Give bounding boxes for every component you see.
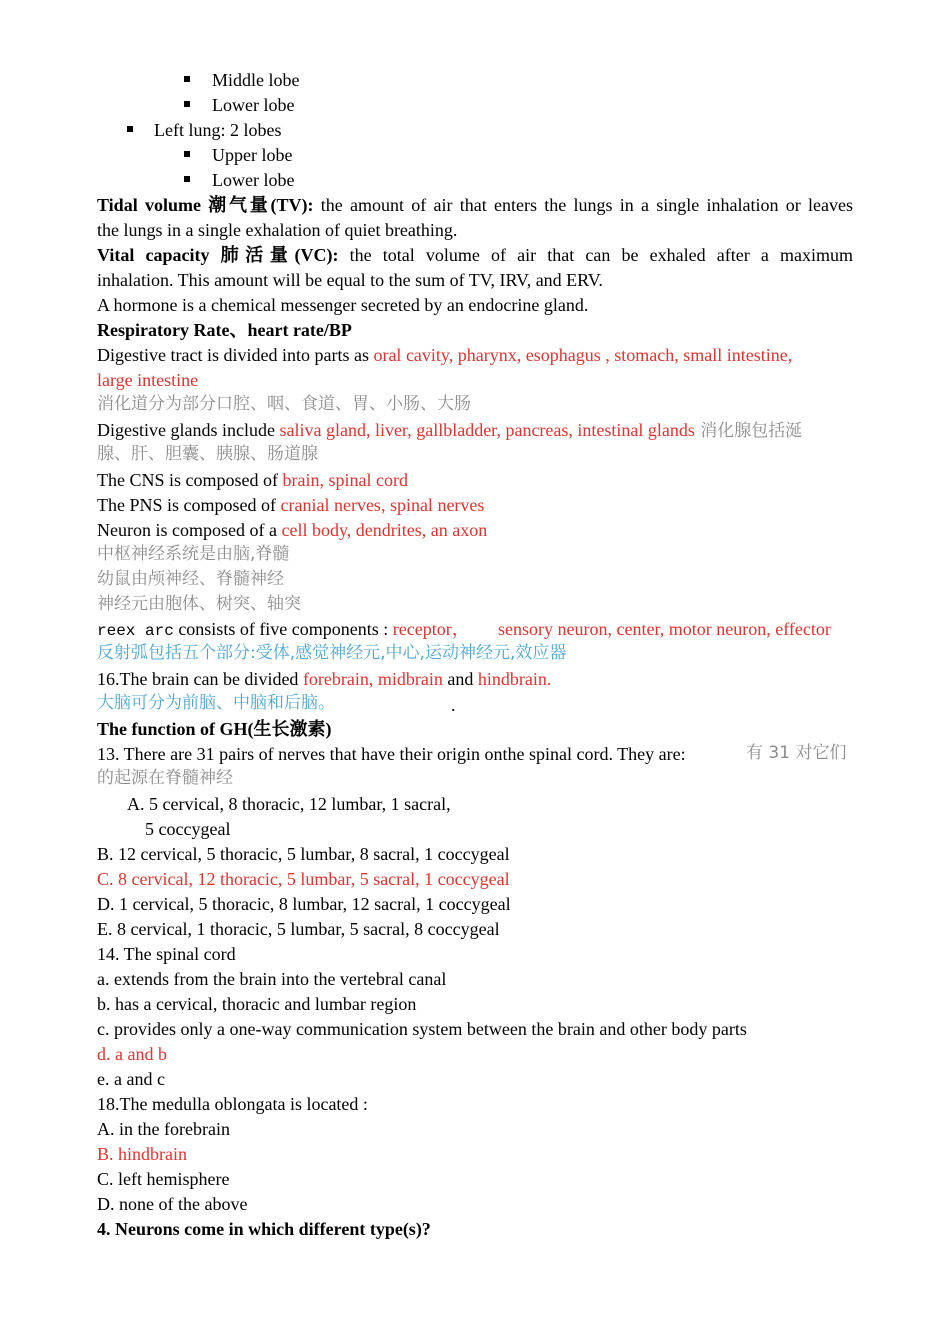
q18-option-d: D. none of the above — [97, 1194, 248, 1214]
digestive-tract-cn: 消化道分为部分口腔、咽、食道、胃、小肠、大肠 — [97, 394, 471, 414]
gh-heading: The function of GH(生长激素) — [97, 719, 332, 739]
brain-answer-2: hindbrain. — [477, 669, 552, 689]
vital-capacity-term: Vital capacity 肺活量(VC): — [97, 245, 339, 265]
vital-capacity-def-cont: inhalation. This amount will be equal to the sum of TV, IRV, and ERV. — [97, 270, 603, 290]
digestive-tract-parts-cont: large intestine — [97, 370, 199, 390]
q14-option-d: d. a and b — [97, 1044, 167, 1064]
q18-option-a: A. in the forebrain — [97, 1119, 230, 1139]
list-item: Lower lobe — [212, 170, 295, 190]
digestive-glands-list: saliva gland, liver, gallbladder, pancreas, intestinal glands — [279, 420, 695, 440]
bullet-square-icon — [184, 76, 190, 82]
digestive-glands-prefix: Digestive glands include — [97, 420, 280, 440]
q18-text: 18.The medulla oblongata is located : — [97, 1094, 368, 1114]
reflex-arc-receptor: receptor， — [392, 619, 470, 639]
brain-cn: 大脑可分为前脑、中脑和后脑。 — [97, 693, 335, 713]
pns-prefix: The PNS is composed of — [97, 495, 281, 515]
brain-prefix: 16.The brain can be divided — [97, 669, 303, 689]
neuron-prefix: Neuron is composed of a — [97, 520, 282, 540]
brain-answer-1: forebrain, midbrain — [302, 669, 443, 689]
tidal-volume-term: Tidal volume 潮气量(TV): — [97, 195, 314, 215]
q14-option-c: c. provides only a one-way communication system between the brain and other body parts — [97, 1019, 747, 1039]
cn-line: 神经元由胞体、树突、轴突 — [97, 594, 301, 614]
reflex-arc-text: consists of five components : — [173, 619, 393, 639]
bullet-square-icon — [127, 126, 133, 132]
reflex-arc-cn: 反射弧包括五个部分:受体,感觉神经元,中心,运动神经元,效应器 — [97, 643, 567, 663]
q13-text: 13. There are 31 pairs of nerves that have their origin onthe spinal cord. They are: — [97, 744, 686, 764]
cns-line — [97, 468, 408, 493]
digestive-glands-cn-cont: 腺、肝、胆囊、胰腺、肠道腺 — [97, 444, 318, 464]
q13-option-a-cont: 5 coccygeal — [145, 819, 231, 839]
cn-line: 中枢神经系统是由脑,脊髓 — [97, 544, 290, 564]
hormone-line: A hormone is a chemical messenger secreted by an endocrine gland. — [97, 295, 589, 315]
q18-option-c: C. left hemisphere — [97, 1169, 230, 1189]
digestive-tract-prefix: Digestive tract is divided into parts as — [97, 345, 374, 365]
q14-option-b: b. has a cervical, thoracic and lumbar region — [97, 994, 417, 1014]
neuron-line — [97, 518, 487, 543]
q13-cn-cont: 的起源在脊髓神经 — [97, 768, 233, 788]
pns-line — [97, 493, 484, 518]
cns-answer: brain, spinal cord — [282, 470, 408, 490]
brain-dot: . — [451, 695, 456, 715]
digestive-tract-line — [97, 343, 792, 368]
reflex-arc-line — [97, 617, 470, 642]
brain-and: and — [442, 669, 478, 689]
bullet-square-icon — [184, 176, 190, 182]
respiratory-heading: Respiratory Rate、heart rate/BP — [97, 320, 352, 340]
q13-cn: 有 31 对它们 — [746, 743, 847, 763]
q14-option-e: e. a and c — [97, 1069, 165, 1089]
cn-line: 幼鼠由颅神经、脊髓神经 — [97, 569, 284, 589]
q13-option-e: E. 8 cervical, 1 thoracic, 5 lumbar, 5 sacral, 8 coccygeal — [97, 919, 500, 939]
cns-prefix: The CNS is composed of — [97, 470, 283, 490]
reflex-arc-components: sensory neuron, center, motor neuron, effector — [498, 619, 831, 639]
neuron-answer: cell body, dendrites, an axon — [281, 520, 488, 540]
vital-capacity-def: the total volume of air that can be exhaled after a maximum — [338, 245, 853, 265]
q14-text: 14. The spinal cord — [97, 944, 236, 964]
digestive-tract-parts: oral cavity, pharynx, esophagus , stomach, small intestine, — [373, 345, 793, 365]
q4-heading: 4. Neurons come in which different type(s)? — [97, 1219, 431, 1239]
pns-answer: cranial nerves, spinal nerves — [280, 495, 485, 515]
list-item: Left lung: 2 lobes — [154, 120, 282, 140]
list-item: Lower lobe — [212, 95, 295, 115]
bullet-square-icon — [184, 101, 190, 107]
q13-option-b: B. 12 cervical, 5 thoracic, 5 lumbar, 8 sacral, 1 coccygeal — [97, 844, 510, 864]
tidal-volume-def-cont: the lungs in a single exhalation of quiet breathing. — [97, 220, 458, 240]
q13-option-a: A. 5 cervical, 8 thoracic, 12 lumbar, 1 sacral, — [127, 794, 451, 814]
digestive-glands-cn: 消化腺包括涎 — [694, 421, 803, 441]
tidal-volume-line — [97, 193, 853, 218]
list-item: Middle lobe — [212, 70, 300, 90]
q13-option-d: D. 1 cervical, 5 thoracic, 8 lumbar, 12 sacral, 1 coccygeal — [97, 894, 511, 914]
bullet-square-icon — [184, 151, 190, 157]
digestive-glands-line — [97, 418, 802, 443]
vital-capacity-line — [97, 243, 853, 268]
q14-option-a: a. extends from the brain into the vertebral canal — [97, 969, 447, 989]
list-item: Upper lobe — [212, 145, 293, 165]
q13-option-c: C. 8 cervical, 12 thoracic, 5 lumbar, 5 sacral, 1 coccygeal — [97, 869, 510, 889]
q18-option-b: B. hindbrain — [97, 1144, 187, 1164]
brain-line — [97, 667, 551, 692]
tidal-volume-def: the amount of air that enters the lungs in a single inhalation or leaves — [313, 195, 853, 215]
reflex-arc-term: reex arc — [97, 622, 174, 640]
